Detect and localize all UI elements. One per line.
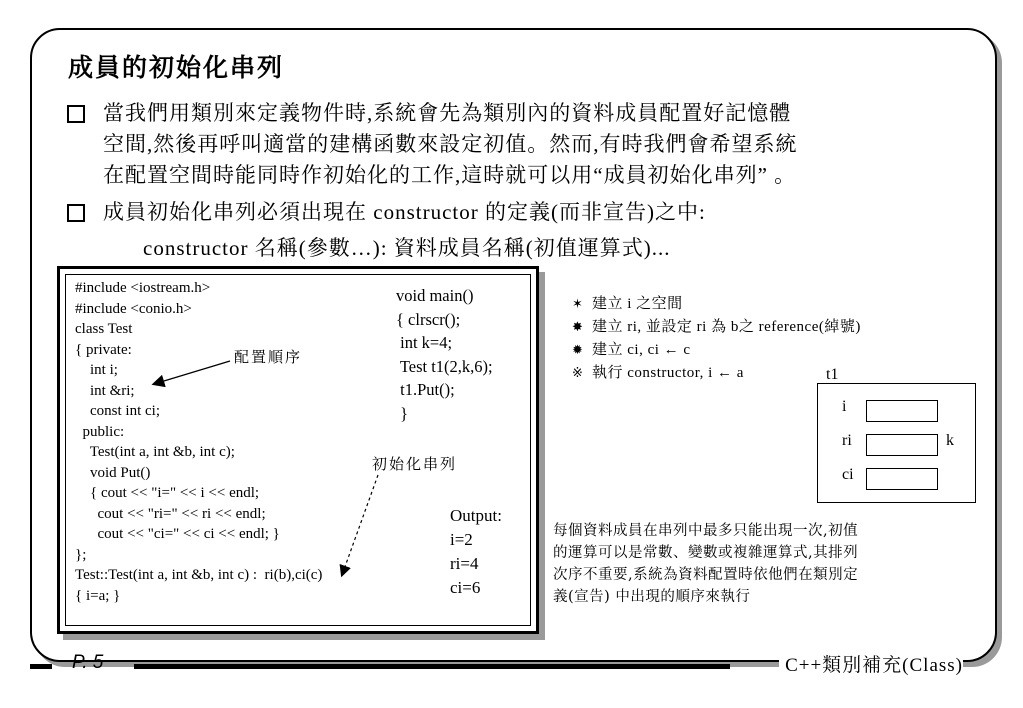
code-line: }; [75, 546, 87, 563]
step-item [572, 362, 861, 385]
output-line: i=2 [450, 530, 473, 549]
code-line: #include <iostream.h> [75, 280, 211, 296]
arrow-init-list [342, 475, 378, 575]
burst-star-icon: ✹ [572, 343, 584, 358]
memory-cell-ri [866, 434, 938, 456]
note-line-4: 義(宣告) 中出現的順序來執行 [553, 589, 751, 605]
slide-title: 成員的初始化串列 [68, 53, 285, 82]
output-line: ri=4 [450, 554, 479, 573]
output-line: Output: [450, 506, 502, 525]
code-line: { i=a; } [75, 587, 121, 604]
eight-point-star-icon: ✸ [572, 320, 584, 335]
checkbox-square-icon [67, 204, 85, 222]
six-point-star-icon: ✶ [572, 297, 584, 312]
code-line: int i; [75, 362, 118, 378]
code-line: cout << "ci=" << ci << endl; } [75, 526, 280, 542]
memory-cell-ci [866, 468, 938, 490]
memory-label-i: i [842, 398, 847, 415]
code-line: int &ri; [75, 382, 135, 399]
code-panel [57, 266, 539, 634]
code-line: { cout << "i=" << i << endl; [75, 485, 260, 501]
footer-page-number: P. 5 [72, 652, 104, 673]
code-line: void Put() [75, 464, 151, 481]
syntax-line: constructor 名稱(參數…): 資料成員名稱(初值運算式)... [143, 236, 671, 260]
bullet-2-line-1: 成員初始化串列必須出現在 constructor 的定義(而非宣告)之中: [103, 200, 706, 224]
footer-rule [134, 664, 730, 669]
step-item [572, 339, 861, 362]
reference-mark-icon: ※ [572, 366, 584, 381]
bullet-2 [103, 197, 706, 228]
code-line: { private: [75, 341, 132, 358]
arrow-allocation-order [154, 361, 230, 384]
code-line: #include <conio.h> [75, 300, 192, 317]
step-item [572, 316, 861, 339]
annotation-init-list: 初始化串列 [372, 455, 458, 473]
memory-diagram [817, 383, 976, 503]
code-line: Test::Test(int a, int &b, int c) : ri(b),ci(c) [75, 567, 323, 583]
step-text: 執行 constructor, i ← a [592, 365, 744, 381]
footer-title: C++類別補充(Class) [779, 650, 963, 677]
footer-rule-left [30, 664, 52, 669]
memory-cell-i [866, 400, 938, 422]
code-line: public: [75, 423, 125, 440]
code-line: const int ci; [75, 403, 160, 419]
memory-label-ri: ri [842, 432, 852, 449]
checkbox-square-icon [67, 105, 85, 123]
main-code-line: void main() [396, 286, 474, 305]
annotation-allocation-order: 配置順序 [234, 348, 303, 366]
step-list [572, 293, 861, 385]
output-line: ci=6 [450, 578, 481, 597]
main-code-line: { clrscr(); [396, 309, 461, 329]
step-text: 建立 ri, 並設定 ri 為 b之 reference(綽號) [592, 319, 861, 335]
main-code-line: } [396, 403, 409, 423]
code-line: cout << "ri=" << ri << endl; [75, 505, 266, 522]
step-item [572, 293, 861, 316]
annotation-arrows [60, 269, 536, 631]
main-code-line: t1.Put(); [396, 380, 455, 399]
bullet-1-line-1: 當我們用類別來定義物件時,系統會先為類別內的資料成員配置好記憶體 [103, 101, 792, 125]
memory-label-ci: ci [842, 466, 854, 483]
note-paragraph [553, 520, 983, 608]
bullet-1-line-2: 空間,然後再呼叫適當的建構函數來設定初值。然而,有時我們會希望系統 [103, 132, 798, 156]
code-line: Test(int a, int &b, int c); [75, 444, 235, 460]
note-line-3: 次序不重要,系統為資料配置時依他們在類別定 [553, 567, 859, 583]
code-line: class Test [75, 321, 133, 337]
step-text: 建立 ci, ci ← c [592, 342, 691, 358]
main-code-line: Test t1(2,k,6); [396, 356, 493, 376]
memory-ref-k: k [946, 432, 954, 449]
bullet-1 [103, 98, 798, 191]
step-text: 建立 i 之空間 [592, 296, 683, 312]
note-line-1: 每個資料成員在串列中最多只能出現一次,初值 [553, 523, 859, 539]
main-code-line: int k=4; [396, 333, 453, 352]
note-line-2: 的運算可以是常數、變數或複雜運算式,其排列 [553, 545, 859, 561]
memory-object-label: t1 [826, 366, 839, 383]
bullet-1-line-3: 在配置空間時能同時作初始化的工作,這時就可以用“成員初始化串列” 。 [103, 163, 797, 187]
